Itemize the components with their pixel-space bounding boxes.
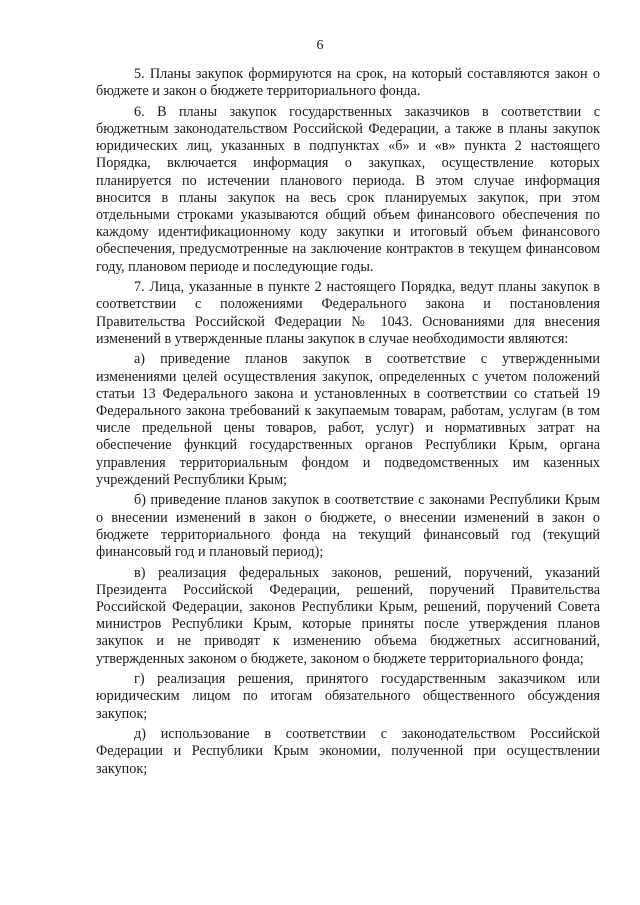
- paragraph-7: 7. Лица, указанные в пункте 2 настоящего Порядка, ведут планы закупок в соответствии с положениями Федерального закона и постановления Правительства Российской Федерации № 1043. Основаниями для внесения изменений в утвержденные планы закупок в случае необходимости являются:: [96, 279, 600, 347]
- subparagraph-d: д) использование в соответствии с законодательством Российской Федерации и Республики Крым экономии, полученной при осуществлении закупок;: [96, 726, 600, 777]
- paragraph-5: 5. Планы закупок формируются на срок, на который составляются закон о бюджете и закон о бюджете территориального фонда.: [96, 66, 600, 100]
- document-body: [96, 66, 600, 781]
- page-number: 6: [316, 38, 324, 53]
- subparagraph-b: б) приведение планов закупок в соответствие с законами Республики Крым о внесении изменений в закон о бюджете, о внесении изменений в закон о бюджете территориального фонда на текущий финансовый год (текущий финансовый год и плановый период);: [96, 492, 600, 561]
- paragraph-6: 6. В планы закупок государственных заказчиков в соответствии с бюджетным законодательством Российской Федерации, а также в планы закупок юридических лиц, указанных в подпунктах «б» и «в» пункта 2 настоящего Порядка, включается информация о закупках, осуществление которых планируется по истечении планового периода. В этом случае информация вносится в планы закупок на весь срок планируемых закупок, при этом отдельными строками указываются общий объем финансового обеспечения по каждому идентификационному коду закупки и итоговый объем финансового обеспечения, предусмотренные на заключение контрактов в текущем финансовом году, плановом периоде и последующие годы.: [96, 103, 600, 275]
- subparagraph-v: в) реализация федеральных законов, решений, поручений, указаний Президента Российской Федерации, решений, поручений Правительства Российской Федерации, законов Республики Крым, решений, поручений Совета министров Республики Крым, которые приняты после утверждения планов закупок и не приводят к изменению объема бюджетных ассигнований, утвержденных законом о бюджете, законом о бюджете территориального фонда;: [96, 564, 600, 667]
- subparagraph-g: г) реализация решения, принятого государственным заказчиком или юридическим лицом по итогам обязательного общественного обсуждения закупок;: [96, 671, 600, 722]
- subparagraph-a: а) приведение планов закупок в соответствие с утвержденными изменениями целей осуществления закупок, определенных с учетом положений статьи 13 Федерального закона и установленных в соответствии со статьей 19 Федерального закона требований к закупаемым товарам, работам, услугам (в том числе предельной цены товаров, работ, услуг) и нормативных затрат на обеспечение функций государственных органов Республики Крым, органа управления территориальным фондом и подведомственных им казенных учреждений Республики Крым;: [96, 351, 600, 488]
